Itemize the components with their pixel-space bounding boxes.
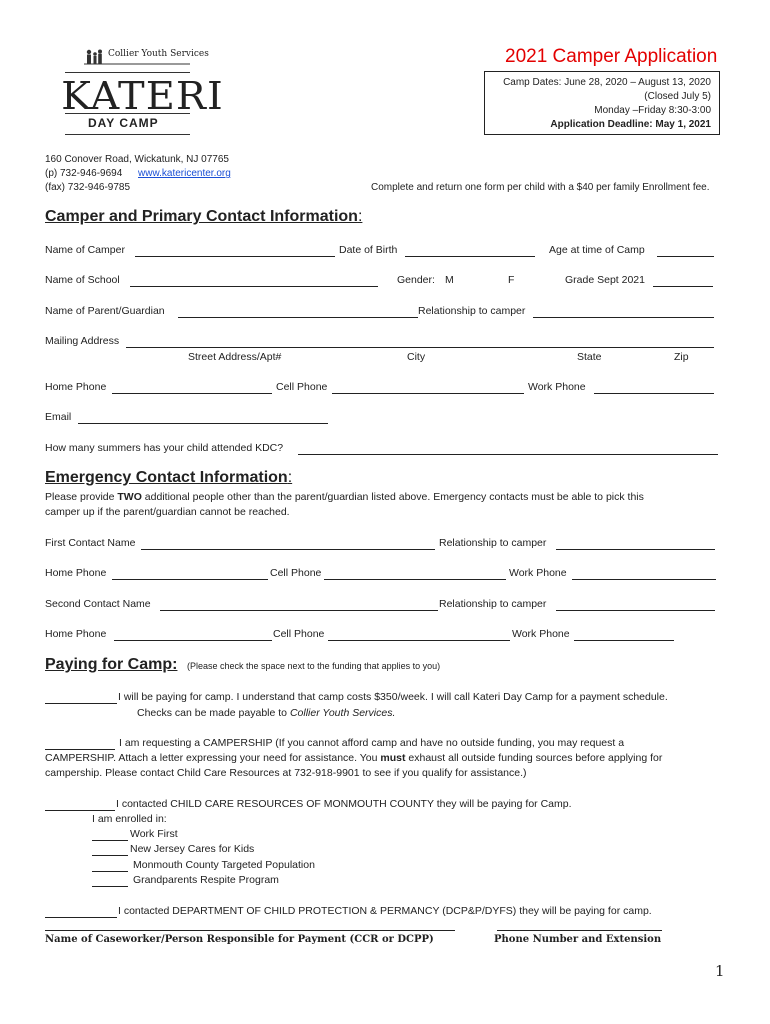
paying-note: (Please check the space next to the funding that applies to you) (187, 661, 441, 671)
second-cell-phone-label: Cell Phone (273, 628, 325, 640)
cell-phone-field[interactable] (332, 393, 524, 394)
first-cell-phone-field[interactable] (324, 579, 506, 580)
collier-youth-services-logo (82, 48, 209, 68)
page-number: 1 (715, 962, 725, 980)
logo-rule-mid (65, 113, 190, 114)
logo-rule-bottom (65, 134, 190, 135)
enrolled-label: I am enrolled in: (92, 813, 167, 825)
age-at-camp-label: Age at time of Camp (549, 244, 645, 256)
dcpp-checkbox[interactable] (45, 917, 117, 918)
work-first-checkbox[interactable] (92, 840, 128, 841)
caseworker-label: Name of Caseworker/Person Responsible for Payment (CCR or DCPP) (45, 934, 434, 945)
closed-date: (Closed July 5) (644, 91, 711, 102)
intro-text-a: Please provide (45, 491, 118, 503)
campership-line2 (45, 752, 662, 764)
second-work-phone-field[interactable] (574, 640, 674, 641)
state-caption: State (577, 351, 602, 363)
camp-address: 160 Conover Road, Wickatunk, NJ 07765 (45, 154, 229, 165)
logo-tagline: Collier Youth Services (108, 49, 209, 59)
campership-line3: campership. Please contact Child Care Resources at 732-918-9901 to see if you qualify for assistance.) (45, 767, 527, 779)
ccr-option: I contacted CHILD CARE RESOURCES OF MONMOUTH COUNTY they will be paying for Camp. (116, 798, 572, 810)
age-at-camp-field[interactable] (657, 256, 714, 257)
pay-self-line2 (137, 707, 395, 719)
pay-self-line1: I will be paying for camp. I understand that camp costs $350/week. I will call Kateri Day Camp for a payment schedule. (118, 691, 668, 703)
camp-phone: (p) 732-946-9694 (45, 168, 123, 179)
name-of-school-field[interactable] (130, 286, 378, 287)
emergency-intro-line2: camper up if the parent/guardian cannot be reached. (45, 506, 290, 518)
intro-text-c: additional people other than the parent/guardian listed above. Emergency contacts must be able to pick this (141, 491, 644, 503)
second-home-phone-label: Home Phone (45, 628, 107, 640)
second-home-phone-field[interactable] (114, 640, 272, 641)
city-caption: City (407, 351, 426, 363)
email-label: Email (45, 411, 72, 423)
mailing-address-field[interactable] (126, 347, 714, 348)
campership-checkbox[interactable] (45, 749, 115, 750)
form-title: 2021 Camper Application (505, 46, 718, 67)
emergency-section-heading: Emergency Contact Information: (45, 469, 293, 486)
first-home-phone-field[interactable] (112, 579, 268, 580)
dcpp-option: I contacted DEPARTMENT OF CHILD PROTECTION & PERMANCY (DCP&P/DYFS) they will be paying for camp. (118, 905, 652, 917)
primary-section-heading: Camper and Primary Contact Information: (45, 208, 363, 225)
home-phone-label: Home Phone (45, 381, 107, 393)
home-phone-field[interactable] (112, 393, 272, 394)
first-relationship-label: Relationship to camper (439, 537, 547, 549)
parent-field[interactable] (178, 317, 418, 318)
gender-m-option[interactable]: M (445, 274, 454, 286)
campership-text-a: CAMPERSHIP. Attach a letter expressing your need for assistance. You (45, 752, 381, 764)
date-of-birth-field[interactable] (405, 256, 535, 257)
campership-must: must (380, 752, 406, 764)
paying-section-heading: Paying for Camp: (45, 656, 178, 673)
first-contact-field[interactable] (141, 549, 435, 550)
nj-cares-label: New Jersey Cares for Kids (130, 843, 255, 855)
work-first-label: Work First (130, 828, 178, 840)
first-cell-phone-label: Cell Phone (270, 567, 322, 579)
camp-dates: Camp Dates: June 28, 2020 – August 13, 2020 (503, 77, 711, 88)
logo-name: KATERI (61, 74, 224, 118)
summers-label: How many summers has your child attended KDC? (45, 442, 284, 454)
street-address-caption: Street Address/Apt# (188, 351, 282, 363)
emergency-intro-line1 (45, 491, 644, 503)
payee-name: Collier Youth Services. (289, 707, 396, 719)
cell-phone-label: Cell Phone (276, 381, 328, 393)
first-home-phone-label: Home Phone (45, 567, 107, 579)
second-cell-phone-field[interactable] (328, 640, 510, 641)
primary-heading-text: Camper and Primary Contact Information (45, 208, 358, 225)
mailing-address-label: Mailing Address (45, 335, 120, 347)
relationship-label: Relationship to camper (418, 305, 526, 317)
application-deadline: Application Deadline: May 1, 2021 (550, 119, 711, 130)
camp-info-box (484, 71, 720, 135)
logo-subtitle: DAY CAMP (88, 116, 159, 130)
grandparents-checkbox[interactable] (92, 886, 128, 887)
work-phone-field[interactable] (594, 393, 714, 394)
phone-extension-field[interactable] (497, 930, 662, 931)
camp-fax: (fax) 732-946-9785 (45, 182, 131, 193)
pay-self-text: Checks can be made payable to (137, 707, 290, 719)
grandparents-label: Grandparents Respite Program (133, 874, 279, 886)
work-phone-label: Work Phone (528, 381, 586, 393)
second-work-phone-label: Work Phone (512, 628, 570, 640)
first-contact-label: First Contact Name (45, 537, 136, 549)
monmouth-targeted-label: Monmouth County Targeted Population (133, 859, 315, 871)
first-work-phone-label: Work Phone (509, 567, 567, 579)
grade-label: Grade Sept 2021 (565, 274, 645, 286)
camp-website-link[interactable]: www.katericenter.org (138, 168, 231, 179)
intro-text-bold: TWO (117, 491, 142, 503)
email-field[interactable] (78, 423, 328, 424)
second-contact-field[interactable] (160, 610, 438, 611)
name-of-camper-label: Name of Camper (45, 244, 125, 256)
monmouth-targeted-checkbox[interactable] (92, 871, 128, 872)
camp-hours: Monday –Friday 8:30-3:00 (594, 105, 711, 116)
first-work-phone-field[interactable] (572, 579, 716, 580)
date-of-birth-label: Date of Birth (339, 244, 398, 256)
pay-self-checkbox[interactable] (45, 703, 117, 704)
campership-line1: I am requesting a CAMPERSHIP (If you cannot afford camp and have no outside funding, you may request a (119, 737, 625, 749)
campership-text-c: exhaust all outside funding sources before applying for (405, 752, 663, 764)
emergency-heading-text: Emergency Contact Information (45, 469, 288, 486)
logo-rule-top (65, 72, 190, 73)
name-of-school-label: Name of School (45, 274, 120, 286)
zip-caption: Zip (674, 351, 689, 363)
gender-label: Gender: (397, 274, 435, 286)
first-relationship-field[interactable] (556, 549, 715, 550)
parent-label: Name of Parent/Guardian (45, 305, 165, 317)
gender-f-option[interactable]: F (508, 274, 515, 286)
ccr-checkbox[interactable] (45, 810, 115, 811)
second-relationship-label: Relationship to camper (439, 598, 547, 610)
name-of-camper-field[interactable] (135, 256, 335, 257)
enrollment-instruction: Complete and return one form per child with a $40 per family Enrollment fee. (371, 182, 710, 193)
second-relationship-field[interactable] (556, 610, 715, 611)
summers-field[interactable] (298, 454, 718, 455)
grade-field[interactable] (653, 286, 713, 287)
nj-cares-checkbox[interactable] (92, 855, 128, 856)
caseworker-field[interactable] (45, 930, 455, 931)
phone-extension-label: Phone Number and Extension (494, 934, 662, 945)
second-contact-label: Second Contact Name (45, 598, 151, 610)
relationship-field[interactable] (533, 317, 714, 318)
